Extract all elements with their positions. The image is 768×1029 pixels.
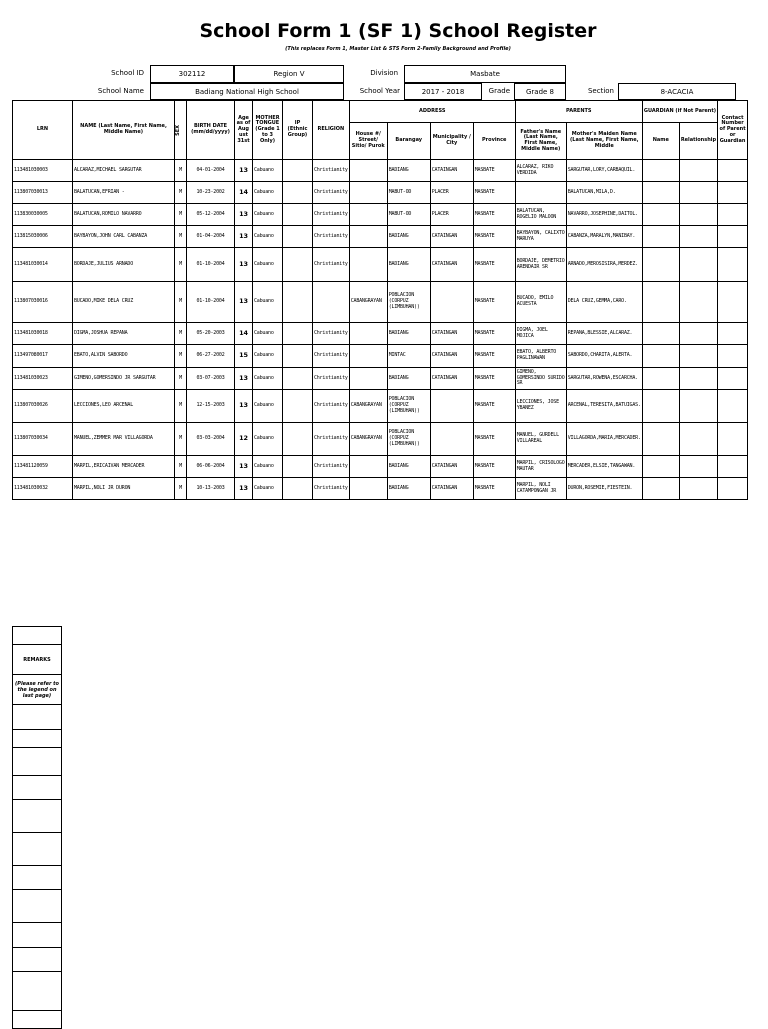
guardian-name-cell [642, 182, 679, 204]
municipality-cell: PLACER [430, 204, 473, 226]
guardian-relationship-cell [679, 478, 717, 500]
religion-cell [313, 282, 350, 323]
mother-name-cell: CABANZA,MARALYN,MANIBAY. [566, 226, 642, 248]
province-cell: MASBATE [473, 368, 515, 390]
father-name-cell: BALATUCAN, ROGELIO MALOON [515, 204, 566, 226]
house-cell [349, 456, 387, 478]
table-row [13, 456, 748, 478]
house-cell: CABANGRAYAN [349, 423, 387, 456]
contact-number-cell [718, 478, 748, 500]
guardian-name-cell [642, 282, 679, 323]
table-row [13, 323, 748, 345]
barangay-cell: BADIANG [387, 456, 430, 478]
contact-number-cell [718, 160, 748, 182]
mother-name-cell: DELA CRUZ,GEMMA,CARO. [566, 282, 642, 323]
municipality-cell: CATAINGAN [430, 226, 473, 248]
province-cell: MASBATE [473, 282, 515, 323]
municipality-cell [430, 282, 473, 323]
guardian-name-cell [642, 226, 679, 248]
mother-name-cell: REPANA,BLESSIE,ALCARAZ. [566, 323, 642, 345]
guardian-name-cell [642, 248, 679, 282]
remarks-cell [13, 923, 62, 948]
ip-cell [283, 282, 313, 323]
header-municipality: Municipality / City [430, 123, 473, 160]
province-cell: MASBATE [473, 478, 515, 500]
guardian-name-cell [642, 323, 679, 345]
header-guardian-relationship: Relationship [679, 123, 717, 160]
table-row [13, 226, 748, 248]
header-mother: Mother's Maiden Name (Last Name, First Name, Middle [566, 123, 642, 160]
page-subtitle: (This replaces Form 1, Master List & STS Form 2-Family Background and Profile) [285, 46, 511, 52]
municipality-cell: CATAINGAN [430, 248, 473, 282]
register-table [12, 100, 748, 500]
contact-number-cell [718, 248, 748, 282]
contact-number-cell [718, 390, 748, 423]
lrn-cell: 113481030023 [13, 368, 73, 390]
name-cell: BORDAJE,JULIUS ARNADO [73, 248, 175, 282]
barangay-cell: POBLACION (CORPUZ (LIMBUHAN)) [387, 282, 430, 323]
remarks-table [12, 626, 62, 1029]
sex-cell: M [175, 368, 187, 390]
age-cell: 12 [235, 423, 253, 456]
ip-cell [283, 182, 313, 204]
mother-name-cell: SABORDO,CHARITA,ALERTA. [566, 345, 642, 368]
municipality-cell [430, 423, 473, 456]
lrn-cell: 113807030026 [13, 390, 73, 423]
header-sex: SEX [175, 101, 187, 160]
father-name-cell: LECCIONES, JOSE YBANEZ [515, 390, 566, 423]
region-value: Region V [234, 65, 344, 83]
name-cell: BALATUCAN,EFRIAN - [73, 182, 175, 204]
mother-tongue-cell: Cabuano [253, 423, 283, 456]
name-cell: BALATUCAN,ROMILO NAVARRO [73, 204, 175, 226]
remarks-cell [13, 1011, 62, 1029]
religion-cell: Christianity [313, 160, 350, 182]
mother-name-cell: ARCENAL,TERESITA,BATUIGAS. [566, 390, 642, 423]
header-age: Age as of Aug ust 31st [235, 101, 253, 160]
mother-name-cell: BALATUCAN,MILA,D. [566, 182, 642, 204]
barangay-cell: BADIANG [387, 160, 430, 182]
province-cell: MASBATE [473, 226, 515, 248]
table-row [13, 204, 748, 226]
age-cell: 13 [235, 282, 253, 323]
age-cell: 13 [235, 248, 253, 282]
guardian-name-cell [642, 368, 679, 390]
religion-cell: Christianity [313, 456, 350, 478]
religion-cell: Christianity [313, 204, 350, 226]
table-row [13, 345, 748, 368]
sex-cell: M [175, 345, 187, 368]
table-row [13, 248, 748, 282]
religion-cell: Christianity [313, 368, 350, 390]
table-row [13, 182, 748, 204]
birth-date-cell: 01-10-2004 [187, 248, 235, 282]
contact-number-cell [718, 423, 748, 456]
mother-tongue-cell: Cabuano [253, 282, 283, 323]
guardian-relationship-cell [679, 423, 717, 456]
age-cell: 13 [235, 160, 253, 182]
table-row [13, 423, 748, 456]
barangay-cell: BADIANG [387, 226, 430, 248]
ip-cell [283, 456, 313, 478]
house-cell [349, 182, 387, 204]
school-id-value: 302112 [150, 65, 234, 83]
father-name-cell: BUCADO, EMILO ACUESTA [515, 282, 566, 323]
guardian-relationship-cell [679, 182, 717, 204]
grade-label: Grade [488, 87, 510, 95]
ip-cell [283, 226, 313, 248]
header-guardian: GUARDIAN (if Not Parent) [642, 101, 717, 123]
religion-cell: Christianity [313, 248, 350, 282]
register-body [13, 160, 748, 500]
remarks-label: REMARKS [13, 645, 62, 675]
lrn-cell: 113497080017 [13, 345, 73, 368]
birth-date-cell: 05-12-2004 [187, 204, 235, 226]
birth-date-cell: 12-15-2003 [187, 390, 235, 423]
house-cell [349, 248, 387, 282]
remarks-cell [13, 776, 62, 800]
guardian-name-cell [642, 478, 679, 500]
birth-date-cell: 03-07-2003 [187, 368, 235, 390]
mother-tongue-cell: Cabuano [253, 182, 283, 204]
guardian-relationship-cell [679, 226, 717, 248]
sex-cell: M [175, 456, 187, 478]
table-row [13, 282, 748, 323]
guardian-name-cell [642, 160, 679, 182]
grade-value: Grade 8 [514, 83, 566, 100]
school-year-value: 2017 - 2018 [404, 83, 482, 100]
name-cell: BUCADO,MIKE DELA CRUZ [73, 282, 175, 323]
guardian-relationship-cell [679, 456, 717, 478]
sex-cell: M [175, 390, 187, 423]
header-address: ADDRESS [349, 101, 515, 123]
age-cell: 13 [235, 226, 253, 248]
municipality-cell: CATAINGAN [430, 478, 473, 500]
sex-cell: M [175, 160, 187, 182]
mother-tongue-cell: Cabuano [253, 368, 283, 390]
mother-tongue-cell: Cabuano [253, 226, 283, 248]
sex-cell: M [175, 226, 187, 248]
lrn-cell: 113807030013 [13, 182, 73, 204]
age-cell: 14 [235, 182, 253, 204]
house-cell [349, 323, 387, 345]
birth-date-cell: 04-01-2004 [187, 160, 235, 182]
header-father: Father's Name (Last Name, First Name, Middle Name) [515, 123, 566, 160]
name-cell: LECCIONES,LEO ARCENAL [73, 390, 175, 423]
father-name-cell [515, 182, 566, 204]
mother-name-cell: ARNADO,MEROSISIRA,MERDEZ. [566, 248, 642, 282]
header-house: House #/ Street/ Sitio/ Purok [349, 123, 387, 160]
barangay-cell: BADIANG [387, 478, 430, 500]
name-cell: MARPIL,NOLI JR DURON [73, 478, 175, 500]
header-contact: Contact Number of Parent or Guardian [718, 101, 748, 160]
ip-cell [283, 423, 313, 456]
name-cell: MANUEL,ZEMMER MAR VILLAGORDA [73, 423, 175, 456]
father-name-cell: BORDAJE, DEMETRIO ARENDAIR SR [515, 248, 566, 282]
guardian-relationship-cell [679, 368, 717, 390]
mother-tongue-cell: Cabuano [253, 345, 283, 368]
age-cell: 13 [235, 368, 253, 390]
lrn-cell: 113807030034 [13, 423, 73, 456]
province-cell: MASBATE [473, 423, 515, 456]
school-year-label: School Year [359, 87, 400, 95]
contact-number-cell [718, 456, 748, 478]
header-ip: IP (Ethnic Group) [283, 101, 313, 160]
mother-name-cell: VILLAGORDA,MARIA,MERCADER. [566, 423, 642, 456]
house-cell [349, 204, 387, 226]
age-cell: 13 [235, 204, 253, 226]
guardian-relationship-cell [679, 282, 717, 323]
province-cell: MASBATE [473, 160, 515, 182]
section-label: Section [587, 87, 614, 95]
mother-tongue-cell: Cabuano [253, 390, 283, 423]
house-cell [349, 478, 387, 500]
remarks-cell [13, 833, 62, 866]
age-cell: 15 [235, 345, 253, 368]
birth-date-cell: 06-06-2004 [187, 456, 235, 478]
header-religion: RELIGION [313, 101, 350, 160]
division-value: Masbate [404, 65, 566, 83]
division-label: Division [370, 69, 398, 77]
municipality-cell: CATAINGAN [430, 368, 473, 390]
municipality-cell: CATAINGAN [430, 345, 473, 368]
lrn-cell: 113807030016 [13, 282, 73, 323]
province-cell: MASBATE [473, 345, 515, 368]
school-name-value: Badiang National High School [150, 83, 344, 100]
province-cell: MASBATE [473, 390, 515, 423]
mother-tongue-cell: Cabuano [253, 204, 283, 226]
guardian-relationship-cell [679, 248, 717, 282]
remarks-cell [13, 800, 62, 833]
lrn-cell: 113481120059 [13, 456, 73, 478]
guardian-name-cell [642, 204, 679, 226]
province-cell: MASBATE [473, 248, 515, 282]
contact-number-cell [718, 345, 748, 368]
age-cell: 14 [235, 323, 253, 345]
name-cell: ALCARAZ,MICHAEL SARGUTAR [73, 160, 175, 182]
remarks-cell [13, 748, 62, 776]
municipality-cell [430, 390, 473, 423]
remarks-cell [13, 948, 62, 972]
contact-number-cell [718, 204, 748, 226]
lrn-cell: 113815030006 [13, 226, 73, 248]
religion-cell: Christianity [313, 423, 350, 456]
birth-date-cell: 01-04-2004 [187, 226, 235, 248]
father-name-cell: MARPIL, CRISOLOGO MAUTAR [515, 456, 566, 478]
house-cell [349, 226, 387, 248]
barangay-cell: MABUT-OD [387, 182, 430, 204]
municipality-cell: CATAINGAN [430, 160, 473, 182]
birth-date-cell: 01-10-2004 [187, 282, 235, 323]
remarks-blank-top [13, 627, 62, 645]
house-cell [349, 368, 387, 390]
name-cell: DIGMA,JOSHUA REPANA [73, 323, 175, 345]
age-cell: 13 [235, 390, 253, 423]
father-name-cell: BAYBAYON, CALIXTO MARUYA [515, 226, 566, 248]
house-cell [349, 345, 387, 368]
house-cell: CABANGRAYAN [349, 282, 387, 323]
header-guardian-name: Name [642, 123, 679, 160]
table-row [13, 478, 748, 500]
ip-cell [283, 478, 313, 500]
name-cell: BAYBAYON,JOHN CARL CABANZA [73, 226, 175, 248]
sex-cell: M [175, 282, 187, 323]
contact-number-cell [718, 323, 748, 345]
table-row [13, 160, 748, 182]
religion-cell: Christianity [313, 390, 350, 423]
ip-cell [283, 248, 313, 282]
guardian-relationship-cell [679, 160, 717, 182]
lrn-cell: 113481030014 [13, 248, 73, 282]
barangay-cell: MABUT-OD [387, 204, 430, 226]
father-name-cell: MARPIL, NOLI CATAMPONGAN JR [515, 478, 566, 500]
name-cell: EBATO,ALVIN SABORDO [73, 345, 175, 368]
remarks-cell [13, 705, 62, 730]
barangay-cell: POBLACION (CORPUZ (LIMBUHAN)) [387, 390, 430, 423]
mother-name-cell: DURON,ROSEMIE,FIESTEIN. [566, 478, 642, 500]
religion-cell: Christianity [313, 182, 350, 204]
remarks-rows [13, 705, 62, 1029]
header-lrn: LRN [13, 101, 73, 160]
section-value: 8-ACACIA [618, 83, 736, 100]
father-name-cell: MANUEL, GURDELL VILLAREAL [515, 423, 566, 456]
header-birth-date: BIRTH DATE (mm/dd/yyyy) [187, 101, 235, 160]
contact-number-cell [718, 368, 748, 390]
contact-number-cell [718, 282, 748, 323]
province-cell: MASBATE [473, 323, 515, 345]
header-parents: PARENTS [515, 101, 642, 123]
ip-cell [283, 368, 313, 390]
barangay-cell: MINTAC [387, 345, 430, 368]
mother-tongue-cell: Cabuano [253, 323, 283, 345]
house-cell: CABANGRAYAN [349, 390, 387, 423]
remarks-cell [13, 730, 62, 748]
guardian-relationship-cell [679, 323, 717, 345]
guardian-relationship-cell [679, 204, 717, 226]
barangay-cell: BADIANG [387, 368, 430, 390]
school-name-label: School Name [97, 87, 144, 95]
name-cell: GIMENO,GOMERSINDO JR SARGUTAR [73, 368, 175, 390]
sex-cell: M [175, 423, 187, 456]
mother-tongue-cell: Cabuano [253, 456, 283, 478]
birth-date-cell: 10-23-2002 [187, 182, 235, 204]
mother-name-cell: SARGUTAR,ROWENA,ESCARCHA. [566, 368, 642, 390]
ip-cell [283, 390, 313, 423]
mother-tongue-cell: Cabuano [253, 160, 283, 182]
sex-cell: M [175, 478, 187, 500]
mother-tongue-cell: Cabuano [253, 248, 283, 282]
remarks-cell [13, 866, 62, 890]
religion-cell: Christianity [313, 323, 350, 345]
header-barangay: Barangay [387, 123, 430, 160]
ip-cell [283, 204, 313, 226]
ip-cell [283, 345, 313, 368]
header-mother-tongue: MOTHER TONGUE (Grade 1 to 3 Only) [253, 101, 283, 160]
house-cell [349, 160, 387, 182]
lrn-cell: 113481030003 [13, 160, 73, 182]
father-name-cell: DIGMA, JOEL MOJICA [515, 323, 566, 345]
remarks-cell [13, 972, 62, 1011]
guardian-relationship-cell [679, 390, 717, 423]
father-name-cell: ALCARAZ, RIKO VERDIDA [515, 160, 566, 182]
ip-cell [283, 323, 313, 345]
guardian-relationship-cell [679, 345, 717, 368]
age-cell: 13 [235, 456, 253, 478]
birth-date-cell: 10-13-2003 [187, 478, 235, 500]
lrn-cell: 113830030005 [13, 204, 73, 226]
sex-cell: M [175, 248, 187, 282]
municipality-cell: CATAINGAN [430, 456, 473, 478]
header-province: Province [473, 123, 515, 160]
remarks-note: (Please refer to the legend on last page) [13, 675, 62, 705]
lrn-cell: 113481030018 [13, 323, 73, 345]
mother-name-cell: MERCADER,ELSIE,TANGAWAN. [566, 456, 642, 478]
province-cell: MASBATE [473, 182, 515, 204]
birth-date-cell: 06-27-2002 [187, 345, 235, 368]
barangay-cell: POBLACION (CORPUZ (LIMBUHAN)) [387, 423, 430, 456]
religion-cell: Christianity [313, 345, 350, 368]
contact-number-cell [718, 226, 748, 248]
lrn-cell: 113481030032 [13, 478, 73, 500]
sex-cell: M [175, 323, 187, 345]
table-row [13, 390, 748, 423]
mother-name-cell: SARGUTAR,LORY,CARBAQUIL. [566, 160, 642, 182]
father-name-cell: GIMENO, GOMERSINDO SURIDO SR [515, 368, 566, 390]
sex-cell: M [175, 204, 187, 226]
ip-cell [283, 160, 313, 182]
municipality-cell: CATAINGAN [430, 323, 473, 345]
header-name: NAME (Last Name, First Name, Middle Name) [73, 101, 175, 160]
father-name-cell: EBATO, ALBERTO PAGLINAWAN [515, 345, 566, 368]
table-row [13, 368, 748, 390]
birth-date-cell: 03-03-2004 [187, 423, 235, 456]
school-id-label: School ID [111, 69, 144, 77]
age-cell: 13 [235, 478, 253, 500]
barangay-cell: BADIANG [387, 248, 430, 282]
guardian-name-cell [642, 423, 679, 456]
mother-name-cell: NAVARRO,JOSEPHINE,DAITOL. [566, 204, 642, 226]
birth-date-cell: 05-20-2003 [187, 323, 235, 345]
province-cell: MASBATE [473, 456, 515, 478]
barangay-cell: BADIANG [387, 323, 430, 345]
name-cell: MARPIL,ERICAIVAN MERCADER [73, 456, 175, 478]
religion-cell: Christianity [313, 478, 350, 500]
contact-number-cell [718, 182, 748, 204]
religion-cell: Christianity [313, 226, 350, 248]
sex-cell: M [175, 182, 187, 204]
guardian-name-cell [642, 390, 679, 423]
guardian-name-cell [642, 456, 679, 478]
province-cell: MASBATE [473, 204, 515, 226]
municipality-cell: PLACER [430, 182, 473, 204]
page-title: School Form 1 (SF 1) School Register [199, 20, 597, 42]
mother-tongue-cell: Cabuano [253, 478, 283, 500]
remarks-cell [13, 890, 62, 923]
guardian-name-cell [642, 345, 679, 368]
